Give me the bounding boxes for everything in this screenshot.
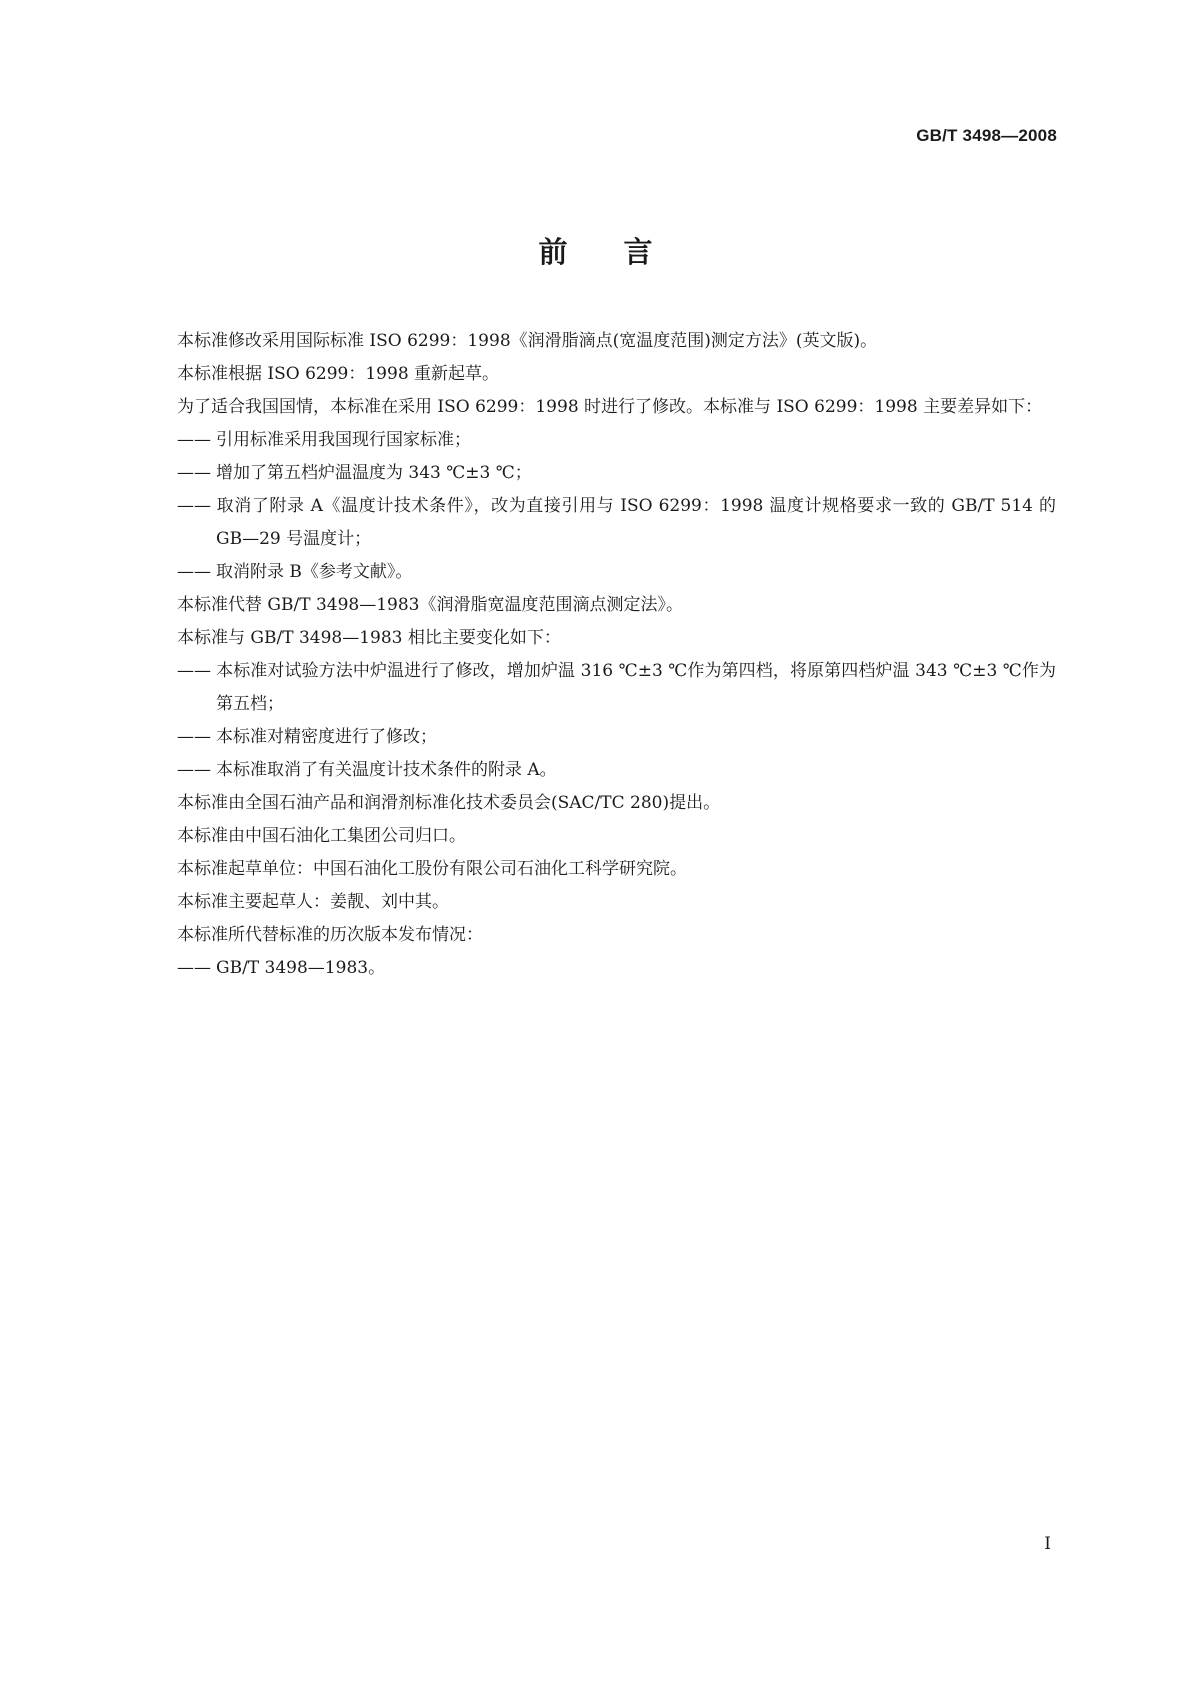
list-item-text: 本标准取消了有关温度计技术条件的附录 A。 <box>216 760 557 780</box>
dash-marker: —— <box>177 958 211 978</box>
paragraph: 本标准修改采用国际标准 ISO 6299：1998《润滑脂滴点(宽温度范围)测定方法》(英文版)。 <box>177 331 878 351</box>
list-item <box>128 457 1056 490</box>
dash-marker: —— <box>177 463 211 483</box>
list-item-text: 增加了第五档炉温温度为 343 ℃±3 ℃； <box>216 463 532 483</box>
list-item <box>128 754 1056 787</box>
paragraph: 本标准代替 GB/T 3498—1983《润滑脂宽温度范围滴点测定法》。 <box>177 595 683 615</box>
list-item-text: 本标准对试验方法中炉温进行了修改，增加炉温 316 ℃±3 ℃作为第四档，将原第四档炉温 343 ℃±3 ℃作为第五档； <box>216 661 1056 714</box>
list-item <box>128 655 1056 721</box>
paragraph: 本标准所代替标准的历次版本发布情况： <box>177 925 483 945</box>
list-item-text: 本标准对精密度进行了修改； <box>216 727 437 747</box>
page-number: I <box>1044 1534 1051 1554</box>
paragraph: 本标准由中国石油化工集团公司归口。 <box>177 826 466 846</box>
list-item <box>128 556 1056 589</box>
list-item-text: 取消了附录 A《温度计技术条件》，改为直接引用与 ISO 6299：1998 温度计规格要求一致的 GB/T 514 的 GB—29 号温度计； <box>216 496 1056 549</box>
paragraph: 本标准主要起草人：姜靓、刘中其。 <box>177 892 449 912</box>
dash-marker: —— <box>177 727 211 747</box>
list-item <box>128 952 1056 985</box>
dash-marker: —— <box>177 661 211 681</box>
paragraph: 为了适合我国国情，本标准在采用 ISO 6299：1998 时进行了修改。本标准与 ISO 6299：1998 主要差异如下： <box>177 397 1043 417</box>
dash-marker: —— <box>177 496 211 516</box>
paragraph: 本标准由全国石油产品和润滑剂标准化技术委员会(SAC/TC 280)提出。 <box>177 793 721 813</box>
list-item <box>128 721 1056 754</box>
list-item <box>128 490 1056 556</box>
standard-code-header: GB/T 3498—2008 <box>916 126 1057 145</box>
page-title: 前言 <box>538 235 709 269</box>
foreword-body <box>128 325 1056 985</box>
paragraph: 本标准与 GB/T 3498—1983 相比主要变化如下： <box>177 628 561 648</box>
paragraph: 本标准起草单位：中国石油化工股份有限公司石油化工科学研究院。 <box>177 859 687 879</box>
dash-marker: —— <box>177 562 211 582</box>
list-item-text: 取消附录 B《参考文献》。 <box>216 562 413 582</box>
dash-marker: —— <box>177 430 211 450</box>
paragraph: 本标准根据 ISO 6299：1998 重新起草。 <box>177 364 500 384</box>
list-item <box>128 424 1056 457</box>
list-item-text: GB/T 3498—1983。 <box>216 958 386 978</box>
list-item-text: 引用标准采用我国现行国家标准； <box>216 430 471 450</box>
dash-marker: —— <box>177 760 211 780</box>
